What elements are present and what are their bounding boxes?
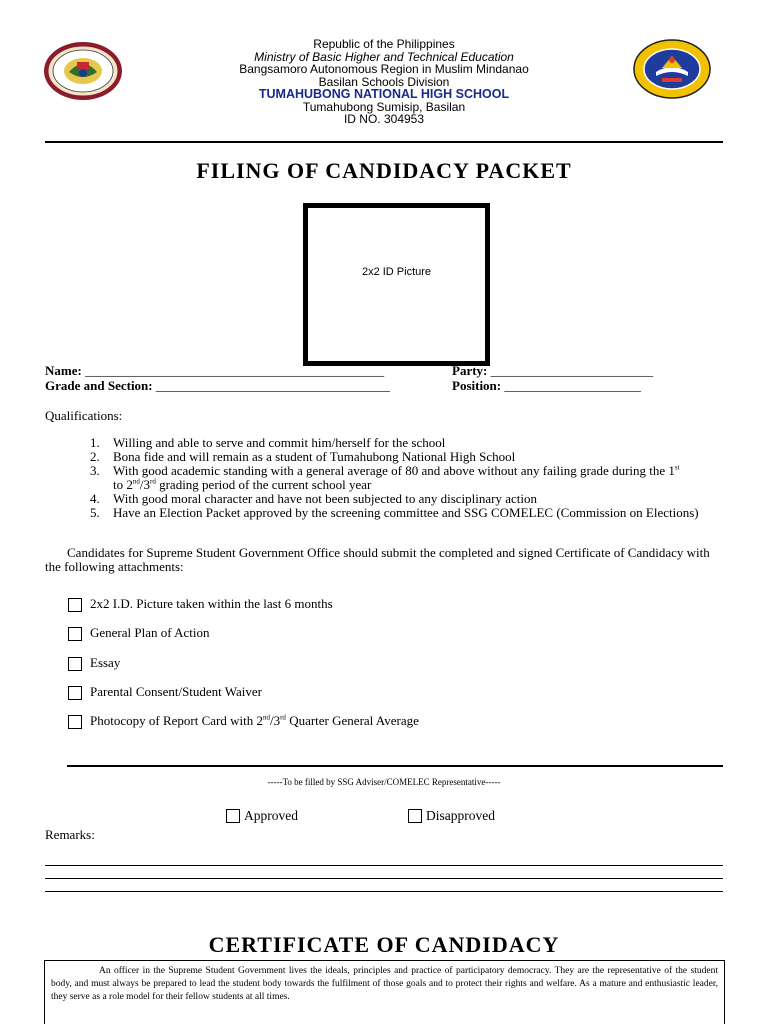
attachment-id-picture[interactable]: 2x2 I.D. Picture taken within the last 6 months [68, 596, 333, 612]
remarks-label: Remarks: [45, 827, 95, 842]
qualifications-list [90, 436, 730, 520]
attachment-report-card[interactable]: Photocopy of Report Card with 2nd/3rd Quarter General Average [68, 713, 419, 729]
certificate-body-box [44, 960, 725, 1024]
checkbox[interactable] [68, 657, 82, 671]
header-id-number: ID NO. 304953 [343, 112, 425, 126]
header-address: Tumahubong Sumisip, Basilan [302, 99, 466, 114]
grade-section-field[interactable]: Grade and Section: ____________________________________ [45, 378, 390, 393]
list-item: 1. Willing and able to serve and commit him/herself for the school [90, 435, 446, 450]
header-ministry: Ministry of Basic Higher and Technical Education [254, 49, 514, 64]
name-field[interactable]: Name: ______________________________________________ [45, 363, 385, 378]
id-photo-box[interactable] [303, 203, 490, 366]
attachment-plan-of-action[interactable]: General Plan of Action [68, 625, 210, 641]
header-school-name: TUMAHUBONG NATIONAL HIGH SCHOOL [258, 87, 510, 101]
header-division: Basilan Schools Division [318, 74, 450, 89]
remarks-line[interactable] [45, 865, 723, 866]
approved-option[interactable]: Approved [226, 808, 298, 824]
header-republic: Republic of the Philippines [313, 37, 455, 51]
checkbox[interactable] [68, 686, 82, 700]
section-divider [67, 765, 723, 767]
grade-label: Grade and Section: [45, 378, 153, 393]
remarks-line[interactable] [45, 878, 723, 879]
list-item: 5. Have an Election Packet approved by the screening committee and SSG COMELEC (Commission on Elections) [90, 505, 699, 520]
list-item: 4. With good moral character and have not been subjected to any disciplinary action [90, 491, 537, 506]
checkbox[interactable] [68, 715, 82, 729]
attachment-essay[interactable]: Essay [68, 655, 120, 671]
photo-box-label: 2x2 ID Picture [361, 266, 432, 278]
official-use-note: -----To be filled by SSG Adviser/COMELEC Representative----- [267, 777, 501, 787]
certificate-title: CERTIFICATE OF CANDIDACY [208, 932, 560, 957]
disapproved-option[interactable]: Disapproved [408, 808, 495, 824]
name-label: Name: [45, 363, 82, 378]
page-title: FILING OF CANDIDACY PACKET [196, 158, 572, 183]
party-label: Party: [452, 363, 488, 378]
qualifications-heading: Qualifications: [45, 408, 123, 423]
header-divider [45, 141, 723, 143]
list-item: 2. Bona fide and will remain as a student of Tumahubong National High School [90, 449, 516, 464]
checkbox[interactable] [226, 809, 240, 823]
certificate-body-text: An officer in the Supreme Student Government lives the ideals, principles and practice of participatory democracy. They are the representative of the student body, and must always be prepared to lead the student body towards the fulfilment of those goals and to protect their rights and welfare. As a mature and enthusiastic leader, they serve as a role model for their fellow students at all times. [51, 966, 718, 1002]
checkbox[interactable] [68, 598, 82, 612]
position-field[interactable]: Position: _____________________ [452, 378, 641, 393]
party-field[interactable]: Party: _________________________ [452, 363, 654, 378]
checkbox[interactable] [68, 627, 82, 641]
list-item: 3. With good academic standing with a general average of 80 and above without any failing grade during the 1st to 2nd/3rd grading period of the current school year [90, 463, 680, 492]
position-label: Position: [452, 378, 502, 393]
remarks-line[interactable] [45, 891, 723, 892]
instruction-paragraph: Candidates for Supreme Student Government Office should submit the completed and signed Certificate of Candidacy with the following attachments: [45, 545, 710, 574]
header-region: Bangsamoro Autonomous Region in Muslim Mindanao [239, 62, 529, 76]
school-seal-logo [632, 38, 712, 100]
checkbox[interactable] [408, 809, 422, 823]
attachment-parental-consent[interactable]: Parental Consent/Student Waiver [68, 684, 262, 700]
